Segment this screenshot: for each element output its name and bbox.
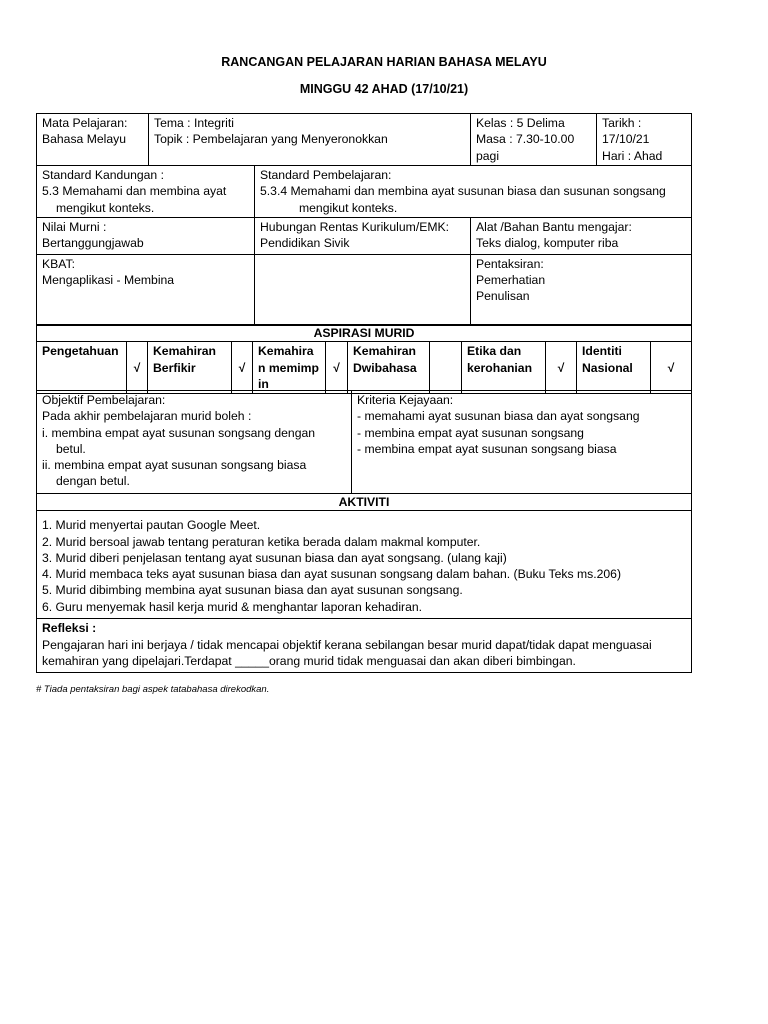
hari-text: Hari : Ahad (602, 148, 663, 163)
aspirasi-label: Pengetahuan (37, 342, 127, 394)
hubungan-rentas-value: Pendidikan Sivik (260, 236, 350, 251)
empty-cell (255, 254, 471, 325)
aspirasi-label: Kemahiran Dwibahasa (348, 342, 430, 394)
standard-pembelajaran-value: 5.3.4 Memahami dan membina ayat susunan biasa dan susunan songsang mengikut konteks. (260, 184, 666, 215)
objektif-item: i. membina empat ayat susunan songsang dengan betul. (42, 425, 316, 456)
standard-kandungan-label: Standard Kandungan : (42, 168, 164, 182)
kbat-value: Mengaplikasi - Membina (42, 273, 175, 288)
refleksi-cell (37, 619, 692, 673)
aktiviti-list (37, 511, 692, 619)
nilai-murni-cell (37, 217, 255, 254)
masa-text: Masa : 7.30-10.00 pagi (476, 132, 575, 163)
check-icon: √ (127, 342, 148, 394)
document-title: RANCANGAN PELAJARAN HARIAN BAHASA MELAYU (221, 55, 547, 69)
pentaksiran-item: Penulisan (476, 289, 530, 304)
aktiviti-item: 5. Murid dibimbing membina ayat susunan biasa dan ayat susunan songsang. (42, 583, 463, 598)
check-icon: √ (326, 342, 348, 394)
pentaksiran-label: Pentaksiran: (476, 256, 544, 271)
info-table (36, 113, 692, 326)
aktiviti-item: 2. Murid bersoal jawab tentang peraturan ketika berada dalam makmal komputer. (42, 534, 481, 549)
kelas-text: Kelas : 5 Delima (476, 116, 565, 130)
aspirasi-table (36, 324, 692, 394)
empty-check-cell (430, 342, 462, 394)
aktiviti-table (36, 493, 692, 673)
aktiviti-item: 6. Guru menyemak hasil kerja murid & menghantar laporan kehadiran. (42, 599, 423, 614)
objektif-table (36, 390, 692, 494)
topik-text: Topik : Pembelajaran yang Menyeronokkan (154, 132, 388, 147)
tarikh-text: Tarikh : 17/10/21 (602, 116, 650, 147)
tema-text: Tema : Integriti (154, 116, 234, 130)
objektif-label: Objektif Pembelajaran: (42, 393, 166, 407)
alat-bahan-value: Teks dialog, komputer riba (476, 236, 619, 251)
kriteria-item: - membina empat ayat susunan songsang (357, 425, 584, 440)
check-icon: √ (232, 342, 253, 394)
nilai-murni-label: Nilai Murni : (42, 219, 107, 234)
tema-topik-cell (149, 114, 471, 166)
mata-pelajaran-cell (37, 114, 149, 166)
hubungan-rentas-label: Hubungan Rentas Kurikulum/EMK: (260, 219, 450, 234)
hubungan-rentas-cell (255, 217, 471, 254)
standard-kandungan-cell (37, 166, 255, 218)
kriteria-item: - memahami ayat susunan biasa dan ayat songsang (357, 409, 640, 424)
mata-pelajaran-label: Mata Pelajaran: (42, 116, 128, 130)
aspirasi-label: Kemahiran memimpin (253, 342, 326, 394)
standard-pembelajaran-label: Standard Pembelajaran: (260, 168, 392, 182)
aktiviti-item: 3. Murid diberi penjelasan tentang ayat susunan biasa dan ayat songsang. (ulang kaji) (42, 550, 507, 565)
kbat-label: KBAT: (42, 256, 75, 271)
alat-bahan-label: Alat /Bahan Bantu mengajar: (476, 219, 632, 234)
pentaksiran-item: Pemerhatian (476, 273, 546, 288)
kriteria-item: - membina empat ayat susunan songsang biasa (357, 441, 617, 456)
aspirasi-label: Kemahiran Berfikir (148, 342, 232, 394)
mata-pelajaran-value: Bahasa Melayu (42, 132, 127, 147)
check-icon: √ (546, 342, 577, 394)
refleksi-value: Pengajaran hari ini berjaya / tidak mencapai objektif kerana sebilangan besar murid dapat/tidak dapat menguasai kemahiran yang dipelajari.Terdapat _____orang murid tidak menguasai dan akan diberi bimbingan. (42, 637, 652, 668)
tarikh-hari-cell (597, 114, 692, 166)
standard-pembelajaran-cell (255, 166, 692, 218)
kriteria-cell (352, 391, 692, 494)
aspirasi-label: Identiti Nasional (577, 342, 651, 394)
nilai-murni-value: Bertanggungjawab (42, 236, 144, 251)
objektif-cell (37, 391, 352, 494)
standard-kandungan-value: 5.3 Memahami dan membina ayat mengikut konteks. (42, 184, 227, 215)
aktiviti-heading: AKTIVITI (37, 494, 692, 511)
pentaksiran-cell (471, 254, 692, 325)
objektif-item: ii. membina empat ayat susunan songsang biasa dengan betul. (42, 458, 307, 489)
kriteria-label: Kriteria Kejayaan: (357, 393, 454, 407)
kelas-masa-cell (471, 114, 597, 166)
refleksi-label: Refleksi : (42, 621, 97, 636)
alat-bahan-cell (471, 217, 692, 254)
check-icon: √ (651, 342, 692, 394)
aktiviti-item: 4. Murid membaca teks ayat susunan biasa dan ayat susunan songsang dalam bahan. (Buku Teks ms.206) (42, 567, 622, 582)
footnote: # Tiada pentaksiran bagi aspek tatabahasa direkodkan. (36, 684, 270, 695)
document-subtitle: MINGGU 42 AHAD (17/10/21) (299, 82, 469, 96)
aktiviti-item: 1. Murid menyertai pautan Google Meet. (42, 518, 261, 533)
aspirasi-label: Etika dan kerohanian (462, 342, 546, 394)
aspirasi-heading: ASPIRASI MURID (37, 325, 692, 342)
objektif-intro: Pada akhir pembelajaran murid boleh : (42, 409, 252, 424)
kbat-cell (37, 254, 255, 325)
